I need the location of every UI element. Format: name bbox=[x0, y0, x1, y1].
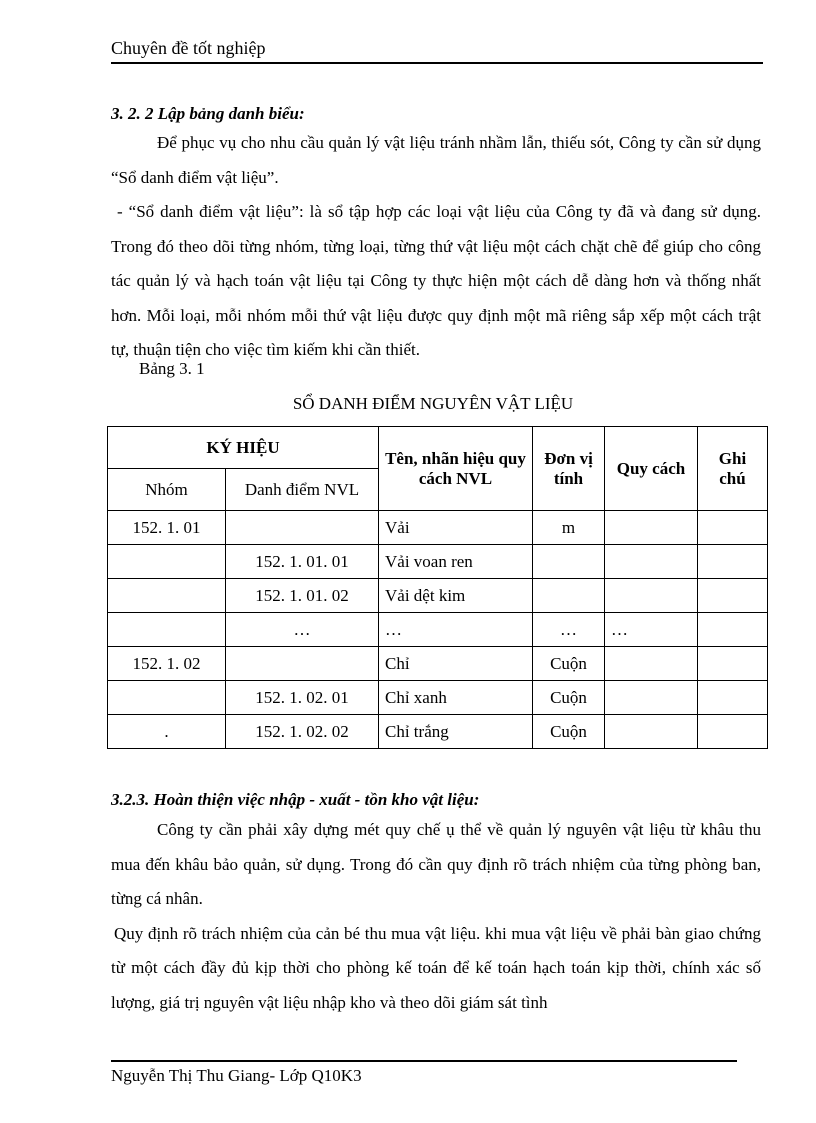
table-cell: Cuộn bbox=[533, 647, 605, 681]
table-cell bbox=[226, 647, 379, 681]
table-cell: . bbox=[108, 715, 226, 749]
table-cell: Vải bbox=[379, 511, 533, 545]
table-cell: Chỉ bbox=[379, 647, 533, 681]
table-title: SỔ DANH ĐIỂM NGUYÊN VẬT LIỆU bbox=[292, 394, 574, 413]
table-cell: 152. 1. 02 bbox=[108, 647, 226, 681]
table-cell bbox=[533, 545, 605, 579]
table-cell: … bbox=[605, 613, 698, 647]
table-cell bbox=[605, 545, 698, 579]
section-1-paragraph-2: - “Sổ danh điểm vật liệu”: là sổ tập hợp các loại vật liệu của Công ty đã và đang sử dụng. Trong đó theo dõi từng nhóm, từng loại, từng thứ vật liệu một cách chặt chẽ để giúp cho công tác quản lý và hạch toán vật liệu tại Công ty thực hiện một cách dễ dàng hơn và thống nhất hơn. Mỗi loại, mỗi nhóm mỗi thứ vật liệu được quy định một mã riêng sắp xếp một cách trật tự, thuận tiện cho việc tìm kiếm khi cần thiết. bbox=[111, 202, 761, 359]
table-row bbox=[108, 545, 768, 579]
table-cell: Chỉ trắng bbox=[379, 715, 533, 749]
table-cell: Vải dệt kim bbox=[379, 579, 533, 613]
page-header: Chuyên đề tốt nghiệp bbox=[111, 38, 266, 58]
table-cell: … bbox=[379, 613, 533, 647]
section-2-body bbox=[111, 813, 761, 1020]
table-row bbox=[108, 681, 768, 715]
table-cell bbox=[108, 613, 226, 647]
table-cell bbox=[698, 715, 768, 749]
table-caption: Bảng 3. 1 bbox=[139, 359, 205, 378]
table-row bbox=[108, 647, 768, 681]
table-cell bbox=[108, 545, 226, 579]
header-nhom: Nhóm bbox=[108, 469, 226, 511]
table-cell: Cuộn bbox=[533, 681, 605, 715]
footer-rule bbox=[111, 1060, 737, 1062]
header-quy-cach: Quy cách bbox=[605, 427, 698, 511]
table-cell bbox=[605, 579, 698, 613]
table-cell: 152. 1. 02. 02 bbox=[226, 715, 379, 749]
materials-table bbox=[107, 426, 768, 749]
header-ten: Tên, nhãn hiệu quy cách NVL bbox=[379, 427, 533, 511]
table-row bbox=[108, 579, 768, 613]
table-row bbox=[108, 613, 768, 647]
table-cell: m bbox=[533, 511, 605, 545]
table-cell bbox=[698, 647, 768, 681]
table-cell bbox=[605, 647, 698, 681]
section-heading-3-2-3: 3.2.3. Hoàn thiện việc nhập - xuất - tồn kho vật liệu: bbox=[111, 790, 480, 809]
table-cell bbox=[698, 511, 768, 545]
table-row bbox=[108, 715, 768, 749]
section-2-paragraph-2: Quy định rõ trách nhiệm của cản bé thu mua vật liệu. khi mua vật liệu về phải bàn giao chứng từ một cách đầy đủ kịp thời cho phòng kế toán để kế toán hạch toán kịp thời, chính xác số lượng, giá trị nguyên vật liệu nhập kho và theo dõi giám sát tình bbox=[111, 923, 761, 1012]
header-ghi-chu: Ghi chú bbox=[698, 427, 768, 511]
header-danh-diem: Danh điểm NVL bbox=[226, 469, 379, 511]
section-1-paragraph-1: Để phục vụ cho nhu cầu quản lý vật liệu tránh nhầm lẫn, thiếu sót, Công ty cần sử dụng “Sổ danh điểm vật liệu”. bbox=[111, 133, 761, 187]
table-cell: … bbox=[533, 613, 605, 647]
section-heading-3-2-2: 3. 2. 2 Lập bảng danh biểu: bbox=[111, 104, 305, 123]
table-cell bbox=[698, 681, 768, 715]
table-cell bbox=[226, 511, 379, 545]
table-cell: … bbox=[226, 613, 379, 647]
table-cell bbox=[698, 579, 768, 613]
table-cell bbox=[533, 579, 605, 613]
table-cell: Vải voan ren bbox=[379, 545, 533, 579]
table-cell bbox=[698, 613, 768, 647]
section-2-paragraph-1: Công ty cần phải xây dựng mét quy chế ụ thể về quản lý nguyên vật liệu từ khâu thu mua đến khâu bảo quản, sử dụng. Trong đó cần quy định rõ trách nhiệm của từng phòng ban, từng cá nhân. bbox=[111, 820, 761, 908]
header-rule bbox=[111, 62, 763, 64]
table-cell: Cuộn bbox=[533, 715, 605, 749]
table-cell: 152. 1. 01 bbox=[108, 511, 226, 545]
table-cell: Chỉ xanh bbox=[379, 681, 533, 715]
table-cell: 152. 1. 01. 02 bbox=[226, 579, 379, 613]
section-1-body bbox=[111, 126, 761, 368]
table-cell bbox=[108, 579, 226, 613]
table-cell bbox=[108, 681, 226, 715]
page-footer: Nguyễn Thị Thu Giang- Lớp Q10K3 bbox=[111, 1066, 362, 1085]
header-ky-hieu: KÝ HIỆU bbox=[108, 427, 379, 469]
table-cell bbox=[605, 715, 698, 749]
table-cell: 152. 1. 01. 01 bbox=[226, 545, 379, 579]
table-row bbox=[108, 511, 768, 545]
table-cell bbox=[605, 681, 698, 715]
table-cell bbox=[698, 545, 768, 579]
header-don-vi: Đơn vị tính bbox=[533, 427, 605, 511]
table-cell: 152. 1. 02. 01 bbox=[226, 681, 379, 715]
table-cell bbox=[605, 511, 698, 545]
